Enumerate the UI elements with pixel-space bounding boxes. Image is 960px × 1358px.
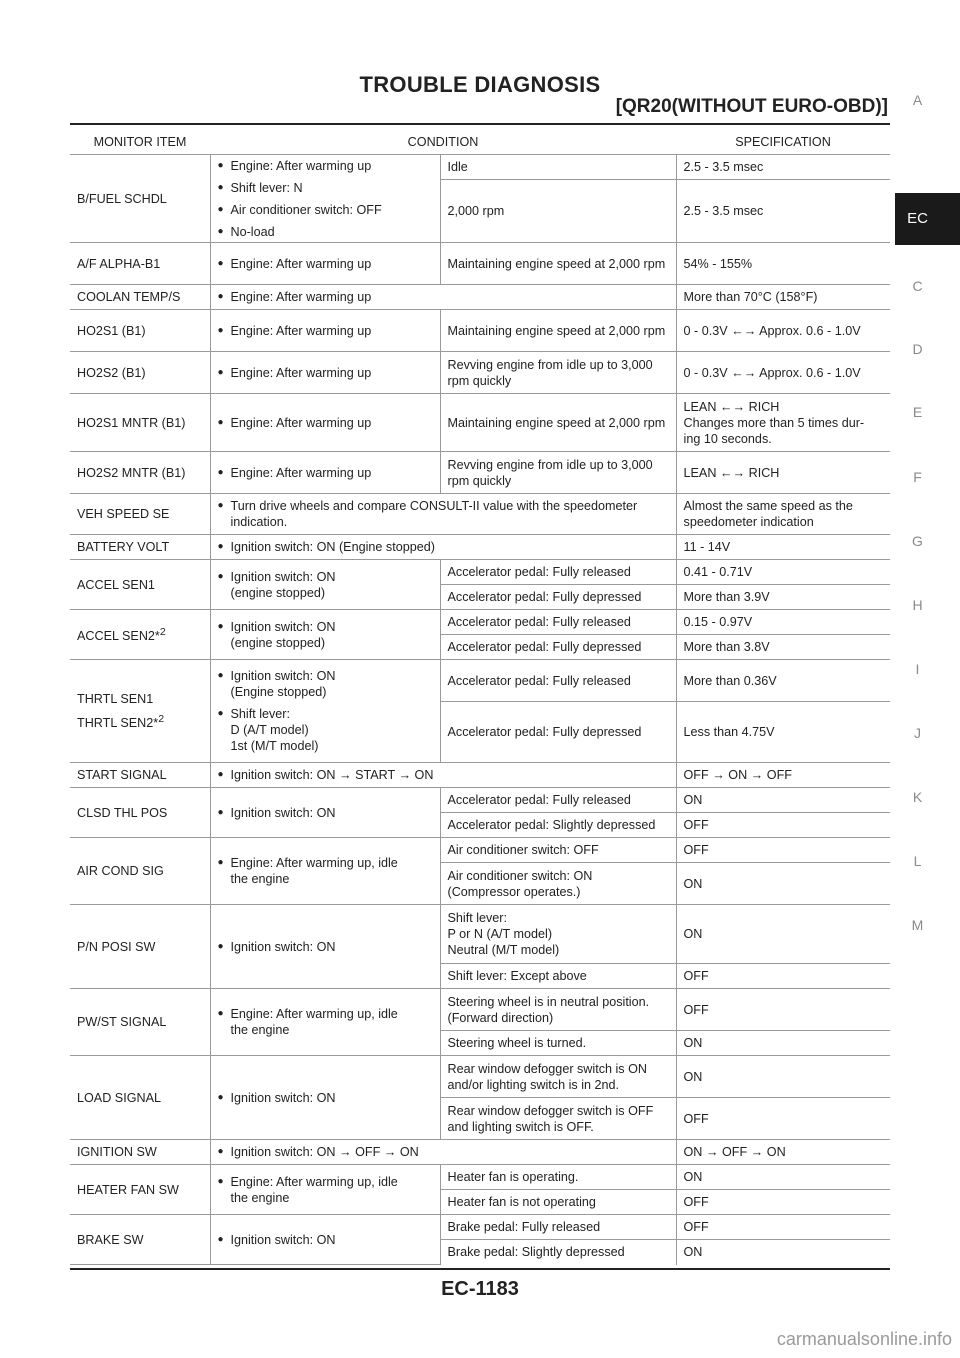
condition-bullet: ● Engine: After warming up <box>218 158 433 174</box>
table-row <box>70 352 890 394</box>
specification: OFF <box>676 1215 890 1240</box>
header-monitor-item: MONITOR ITEM <box>70 130 210 155</box>
page-title: TROUBLE DIAGNOSIS <box>359 72 601 97</box>
table-row <box>70 610 890 635</box>
condition-bullet: ● Engine: After warming up <box>218 415 433 431</box>
condition-bullet: ● Ignition switch: ON <box>218 1232 433 1248</box>
specification: More than 0.36V <box>676 660 890 702</box>
monitor-item: IGNITION SW <box>70 1140 210 1165</box>
condition-bullet: ● Ignition switch: ON (Engine stopped) <box>218 539 669 555</box>
specification: 0.15 - 0.97V <box>676 610 890 635</box>
table-row <box>70 1165 890 1190</box>
monitor-item <box>70 610 210 660</box>
monitor-item: A/F ALPHA-B1 <box>70 243 210 285</box>
specification: ON <box>676 905 890 964</box>
footnote-marker: 2 <box>158 712 165 725</box>
table-row <box>70 155 890 180</box>
sub-condition: Maintaining engine speed at 2,000 rpm <box>440 243 676 285</box>
monitor-item: HO2S1 MNTR (B1) <box>70 394 210 452</box>
table-row <box>70 243 890 285</box>
specification: Almost the same speed as the speedometer indication <box>676 494 890 535</box>
monitor-item: B/FUEL SCHDL <box>70 155 210 243</box>
specification: ON <box>683 1245 703 1260</box>
condition-bullet: ● Ignition switch: ON (Engine stopped) <box>218 668 433 700</box>
section-subtitle: [QR20(WITHOUT EURO-OBD)] <box>615 96 888 117</box>
table-row <box>70 660 890 702</box>
nav-item-d[interactable]: D <box>912 341 923 357</box>
monitor-item: VEH SPEED SE <box>70 494 210 535</box>
nav-item-c[interactable]: C <box>912 278 923 294</box>
sub-condition: Air conditioner switch: ON (Compressor operates.) <box>440 863 676 905</box>
specification: OFF <box>676 838 890 863</box>
specification: ON <box>676 788 890 813</box>
nav-item-g[interactable]: G <box>912 533 923 549</box>
monitor-spec-table <box>70 130 890 1265</box>
specification: LEAN ←→ RICH <box>676 452 890 494</box>
specification: More than 3.8V <box>676 635 890 660</box>
specification: ON <box>676 863 890 905</box>
condition-bullet: ● Engine: After warming up, idle the engine <box>218 1006 433 1038</box>
table-row <box>70 989 890 1031</box>
sub-condition: Shift lever: P or N (A/T model) Neutral (M/T model) <box>440 905 676 964</box>
sub-condition: Revving engine from idle up to 3,000 rpm quickly <box>440 452 676 494</box>
specification: 2.5 - 3.5 msec <box>676 180 890 243</box>
monitor-item: LOAD SIGNAL <box>70 1056 210 1140</box>
monitor-item: BATTERY VOLT <box>70 535 210 560</box>
sub-condition: Accelerator pedal: Fully released <box>440 788 676 813</box>
condition-bullet: ● Shift lever: N <box>218 180 433 196</box>
sub-condition: Accelerator pedal: Fully released <box>440 610 676 635</box>
sub-condition: 2,000 rpm <box>440 180 676 243</box>
specification: OFF <box>676 989 890 1031</box>
condition-bullet: ● Ignition switch: ON <box>218 939 433 955</box>
sub-condition: Brake pedal: Fully released <box>440 1215 676 1240</box>
condition-bullet: ● Engine: After warming up, idle the engine <box>218 855 433 887</box>
sub-condition: Steering wheel is turned. <box>440 1031 676 1056</box>
specification: ON <box>676 1031 890 1056</box>
monitor-item: HO2S1 (B1) <box>70 310 210 352</box>
monitor-item: P/N POSI SW <box>70 905 210 989</box>
table-row <box>70 788 890 813</box>
nav-item-f[interactable]: F <box>913 469 922 485</box>
sub-condition: Air conditioner switch: OFF <box>440 838 676 863</box>
table-row <box>70 310 890 352</box>
specification: 54% - 155% <box>676 243 890 285</box>
specification: 0 - 0.3V ←→ Approx. 0.6 - 1.0V <box>676 310 890 352</box>
header-specification: SPECIFICATION <box>676 130 890 155</box>
nav-item-ec-active[interactable] <box>895 193 960 245</box>
monitor-item: BRAKE SW <box>70 1215 210 1265</box>
sub-condition: Accelerator pedal: Fully depressed <box>440 585 676 610</box>
monitor-item: START SIGNAL <box>70 763 210 788</box>
sub-condition: Accelerator pedal: Fully depressed <box>440 635 676 660</box>
condition-bullet: ● Ignition switch: ON <box>218 805 433 821</box>
sub-condition: Brake pedal: Slightly depressed <box>440 1240 676 1265</box>
watermark: carmanualsonline.info <box>776 1329 952 1349</box>
table-row <box>70 905 890 964</box>
specification: Less than 4.75V <box>676 702 890 763</box>
condition-bullet: ● Ignition switch: ON <box>218 1090 433 1106</box>
nav-item-ec-label: EC <box>907 210 928 227</box>
monitor-item: HO2S2 (B1) <box>70 352 210 394</box>
nav-item-i[interactable]: I <box>915 661 920 677</box>
table-row <box>70 1056 890 1098</box>
table-row <box>70 763 890 788</box>
condition-bullet: ● Engine: After warming up <box>218 365 433 381</box>
specification: ON <box>676 1056 890 1098</box>
nav-item-m[interactable]: M <box>911 917 924 933</box>
condition-bullet: ● Ignition switch: ON → START → ON <box>218 767 669 783</box>
top-rule <box>70 123 890 125</box>
monitor-item: PW/ST SIGNAL <box>70 989 210 1056</box>
condition-bullet: ● Shift lever: D (A/T model) 1st (M/T model) <box>218 706 433 754</box>
nav-item-l[interactable]: L <box>913 853 922 869</box>
table-row <box>70 394 890 452</box>
sub-condition: Accelerator pedal: Fully released <box>440 560 676 585</box>
footnote-marker: 2 <box>159 626 166 639</box>
sub-condition: Idle <box>440 155 676 180</box>
monitor-item-label: THRTL SEN2* <box>77 716 159 731</box>
sub-condition: Heater fan is operating. <box>440 1165 676 1190</box>
sub-condition: Rear window defogger switch is OFF and lighting switch is OFF. <box>440 1098 676 1140</box>
condition-bullet: ● Engine: After warming up <box>218 289 669 305</box>
condition-bullet: ● Engine: After warming up <box>218 256 433 272</box>
page-number: EC-1183 <box>441 1278 519 1300</box>
table-row <box>70 1215 890 1240</box>
condition-bullet: ● Engine: After warming up, idle the engine <box>218 1174 433 1206</box>
table-row <box>70 535 890 560</box>
table-row <box>70 285 890 310</box>
specification: OFF <box>676 1190 890 1215</box>
condition-bullet: ● Engine: After warming up <box>218 465 433 481</box>
sub-condition: Accelerator pedal: Slightly depressed <box>440 813 676 838</box>
monitor-item: HEATER FAN SW <box>70 1165 210 1215</box>
monitor-item: ACCEL SEN1 <box>70 560 210 610</box>
monitor-item: CLSD THL POS <box>70 788 210 838</box>
condition-bullets <box>210 155 440 243</box>
sub-condition: Accelerator pedal: Fully released <box>440 660 676 702</box>
nav-item-e[interactable]: E <box>912 404 923 420</box>
specification: 2.5 - 3.5 msec <box>676 155 890 180</box>
monitor-item: AIR COND SIG <box>70 838 210 905</box>
nav-item-a[interactable]: A <box>912 92 923 108</box>
table-row <box>70 452 890 494</box>
specification: OFF <box>676 1098 890 1140</box>
sub-condition: Rear window defogger switch is ON and/or lighting switch is in 2nd. <box>440 1056 676 1098</box>
table-header-row <box>70 130 890 155</box>
monitor-item <box>70 660 210 763</box>
table-row <box>70 494 890 535</box>
table-row <box>70 1140 890 1165</box>
monitor-item: HO2S2 MNTR (B1) <box>70 452 210 494</box>
sub-condition: Revving engine from idle up to 3,000 rpm quickly <box>440 352 676 394</box>
sub-condition: Heater fan is not operating <box>440 1190 676 1215</box>
condition-bullet: ● Ignition switch: ON → OFF → ON <box>218 1144 669 1160</box>
condition-bullet: ● Ignition switch: ON (engine stopped) <box>218 619 433 651</box>
nav-item-j[interactable]: J <box>914 725 921 741</box>
monitor-item-label: ACCEL SEN2* <box>77 629 160 644</box>
condition-bullet: ● No-load <box>218 224 433 240</box>
sub-condition: Steering wheel is in neutral position. (Forward direction) <box>440 989 676 1031</box>
nav-item-h[interactable]: H <box>912 597 923 613</box>
sub-condition: Accelerator pedal: Fully depressed <box>440 702 676 763</box>
specification: ON <box>676 1165 890 1190</box>
specification: OFF <box>676 813 890 838</box>
sub-condition: Shift lever: Except above <box>440 964 676 989</box>
specification: More than 70°C (158°F) <box>676 285 890 310</box>
specification: LEAN ←→ RICH Changes more than 5 times dur- ing 10 seconds. <box>676 394 890 452</box>
condition-bullet: ● Air conditioner switch: OFF <box>218 202 433 218</box>
specification: ON → OFF → ON <box>676 1140 890 1165</box>
specification: OFF → ON → OFF <box>676 763 890 788</box>
monitor-item-label: THRTL SEN1 <box>77 691 154 706</box>
header-condition: CONDITION <box>210 130 676 155</box>
specification: 0.41 - 0.71V <box>676 560 890 585</box>
condition-bullet: ● Engine: After warming up <box>218 323 433 339</box>
table-row <box>70 838 890 863</box>
specification: 11 - 14V <box>676 535 890 560</box>
nav-item-k[interactable]: K <box>912 789 923 805</box>
specification: 0 - 0.3V ←→ Approx. 0.6 - 1.0V <box>676 352 890 394</box>
specification: More than 3.9V <box>676 585 890 610</box>
sub-condition: Maintaining engine speed at 2,000 rpm <box>440 394 676 452</box>
bottom-rule <box>70 1268 890 1270</box>
sub-condition: Maintaining engine speed at 2,000 rpm <box>440 310 676 352</box>
condition-bullet: ● Turn drive wheels and compare CONSULT-II value with the speedometer indication. <box>218 498 669 530</box>
table-row <box>70 560 890 585</box>
specification: OFF <box>676 964 890 989</box>
condition-bullet: ● Ignition switch: ON (engine stopped) <box>218 569 433 601</box>
monitor-item: COOLAN TEMP/S <box>70 285 210 310</box>
